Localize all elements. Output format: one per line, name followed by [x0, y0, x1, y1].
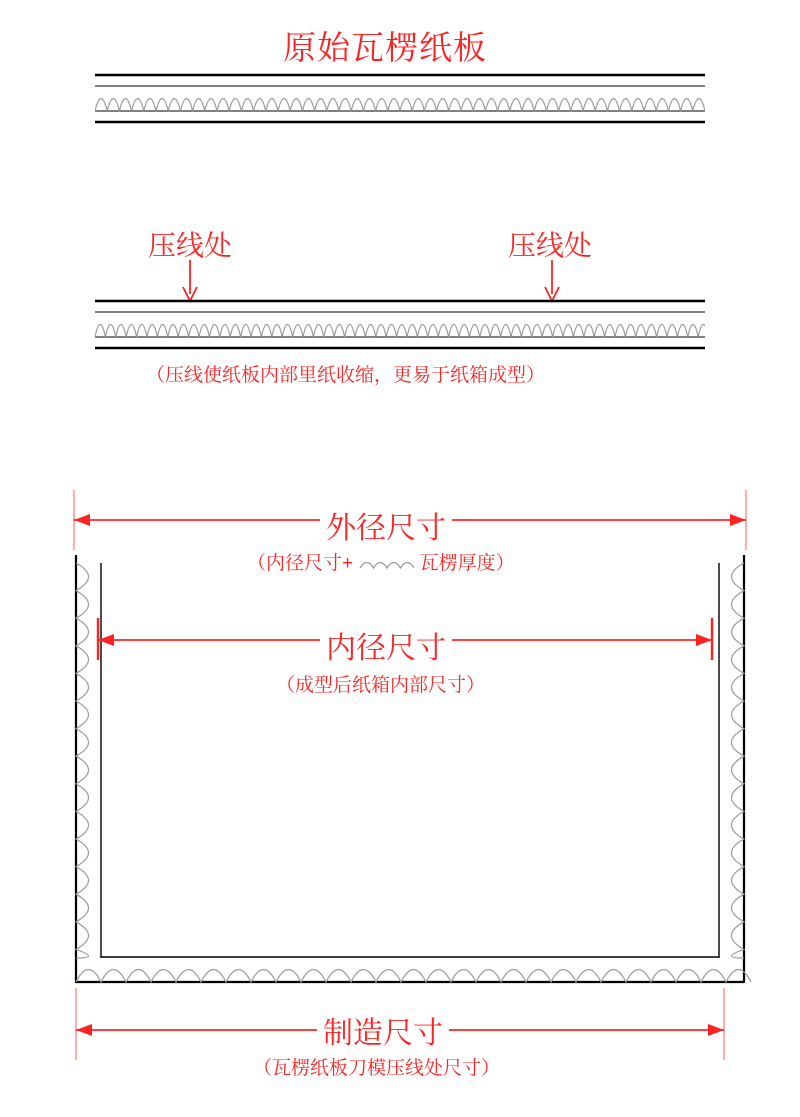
inner-dimension-note: （成型后纸箱内部尺寸） — [276, 675, 486, 696]
manufacture-dimension-label: 制造尺寸 — [317, 1008, 449, 1052]
original-board-graphic — [95, 72, 705, 127]
outer-dimension-label: 外径尺寸 — [320, 503, 452, 547]
outer-dimension-note-prefix: （内径尺寸+ — [247, 553, 354, 574]
manufacture-dimension-note: （瓦楞纸板刀模压线处尺寸） — [253, 1058, 501, 1079]
crease-label-left: 压线处 — [148, 230, 233, 261]
original-board-title: 原始瓦楞纸板 — [283, 29, 487, 66]
creased-board-graphic — [95, 298, 705, 353]
crease-note: （压线使纸板内部里纸收缩，更易于纸箱成型） — [146, 365, 546, 386]
outer-dimension-note-suffix: 瓦楞厚度） — [419, 553, 515, 574]
inner-dimension-label: 内径尺寸 — [320, 623, 452, 667]
crease-label-right: 压线处 — [508, 230, 593, 261]
